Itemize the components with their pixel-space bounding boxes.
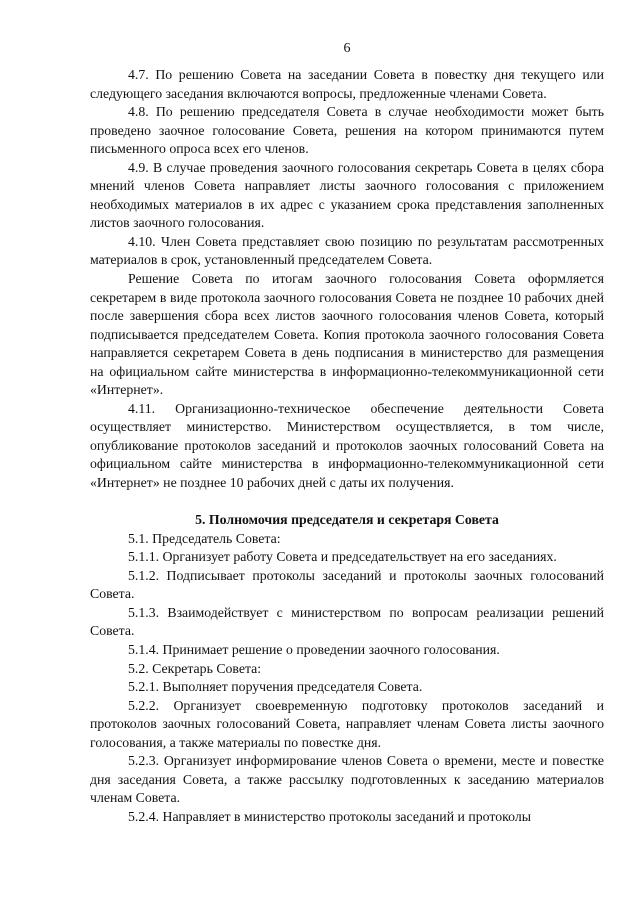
paragraph-5-1-2: 5.1.2. Подписывает протоколы заседаний и протоколы заочных голосований Совета. (90, 567, 604, 602)
paragraph-5-2: 5.2. Секретарь Совета: (128, 660, 262, 676)
paragraph-4-10: 4.10. Член Совета представляет свою позицию по результатам рассмотренных материалов в срок, установленный председателем Совета. (90, 233, 604, 268)
paragraph-5-1: 5.1. Председатель Совета: (128, 530, 281, 546)
paragraph-4-7: 4.7. По решению Совета на заседании Совета в повестку дня текущего или следующего заседания включаются вопросы, предложенные членами Совета. (90, 67, 604, 101)
paragraph-4-9: 4.9. В случае проведения заочного голосования секретарь Совета в целях сбора мнений членов Совета направляет листы заочного голосования с приложением необходимых материалов в их адрес с указанием срока представления заполненных листов заочного голосования. (90, 159, 604, 231)
paragraph-5-2-1: 5.2.1. Выполняет поручения председателя Совета. (128, 679, 423, 695)
paragraph-decision: Решение Совета по итогам заочного голосования Совета оформляется секретарем в виде протокола заочного голосования Совета не позднее 10 рабочих дней после завершения сбора всех листов заочного голосования членов Совета, который подписывается председателем Совета. Копия протокола заочного голосования Совета направляется секретарем Совета в день подписания в министерство для размещения на официальном сайте министерства в информационно-телекоммуникационной сети «Интернет». (90, 271, 604, 398)
paragraph-4-8: 4.8. По решению председателя Совета в случае необходимости может быть проведено заочное голосование Совета, решения на котором принимаются путем письменного опроса всех его членов. (90, 104, 604, 157)
paragraph-5-1-3: 5.1.3. Взаимодействует с министерством по вопросам реализации решений Совета. (90, 604, 604, 639)
paragraph-5-2-3: 5.2.3. Организует информирование членов Совета о времени, месте и повестке дня заседания Совета, а также рассылку подготовленных к заседанию материалов членам Совета. (90, 753, 604, 806)
section-spacer (90, 493, 604, 512)
paragraph-5-2-4: 5.2.4. Направляет в министерство протоколы заседаний и протоколы (128, 808, 531, 824)
paragraph-5-1-4: 5.1.4. Принимает решение о проведении заочного голосования. (128, 641, 500, 657)
paragraph-4-11: 4.11. Организационно-техническое обеспечение деятельности Совета осуществляет министерство. Министерством осуществляется, в том числе, опубликование протоколов заседаний и протоколов заочных голосований Совета на официальном сайте министерства в информационно-телекоммуникационной сети «Интернет» не позднее 10 рабочих дней с даты их получения. (90, 400, 604, 491)
paragraph-5-2-2: 5.2.2. Организует своевременную подготовку протоколов заседаний и протоколов заочных голосований Совета, направляет членам Совета листы заочного голосования, а также материалы по повестке дня. (90, 697, 604, 750)
section-heading: 5. Полномочия председателя и секретаря Совета (195, 512, 499, 528)
document-body (90, 66, 604, 826)
paragraph-5-1-1: 5.1.1. Организует работу Совета и председательствует на его заседаниях. (128, 549, 557, 565)
page-number: 6 (343, 41, 351, 56)
